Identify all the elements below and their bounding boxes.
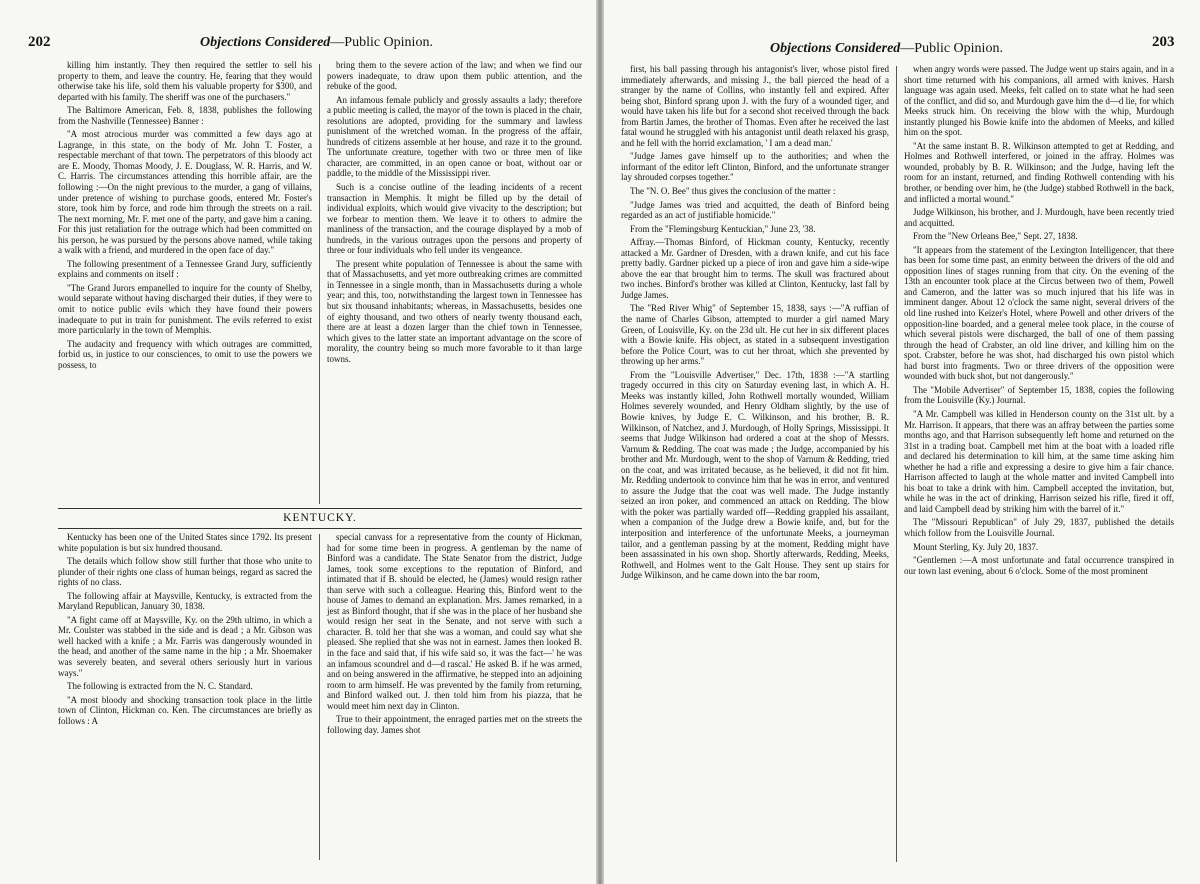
- paragraph: The following affair at Maysville, Kentucky, is extracted from the Maryland Republican, January 30, 1838.: [58, 590, 312, 612]
- left-top-column-2: [327, 60, 582, 506]
- paragraph: Such is a concise outline of the leading incidents of a recent transaction in Memphis. It might be filled up by the detail of individual exploits, which would give vivacity to the description; but we forbear to mention them. We leave it to others to admire the manliness of the transaction, and the courage displayed by a mob of hundreds, in the various outrages upon the persons and property of three or four individuals who fell under its vengeance.: [327, 182, 582, 256]
- paragraph: The "N. O. Bee" thus gives the conclusion of the matter :: [630, 186, 836, 197]
- paragraph: "A fight came off at Maysville, Ky. on the 29th ultimo, in which a Mr. Coulster was stabbed in the side and is dead ; a Mr. Gibson was well hacked with a knife ; a Mr. Farris was dangerously wounded in the head, and another of the same name in the hip ; a Mr. Shoemaker was severely beaten, and several others seriously hurt in various ways.": [58, 614, 312, 678]
- left-top-column-rule: [319, 64, 320, 504]
- paragraph: when angry words were passed. The Judge went up stairs again, and in a short time returned with his companions, all armed with knives. Harsh language was again used. Meeks, felt called on to state what he had seen of the conflict, and did so, and Murdough gave him the d—d lie, for which Meeks struck him. On receiving the blow with the whip, Murdough instantly plunged his Bowie knife into the abdomen of Meeks, and killed him on the spot.: [904, 64, 1175, 138]
- left-section-rule-bottom: [58, 528, 582, 529]
- paragraph: The "Missouri Republican" of July 29, 1837, published the details which follow from the Louisville Journal.: [904, 517, 1174, 538]
- paragraph: first, his ball passing through his antagonist's liver, whose pistol fired immediately afterwards, and missing J., the ball pierced the head of a stranger by the name of Collins, who instantly fell and expired. After being shot, Binford sprang upon J. with the fury of a wounded tiger, and would have taken his life but for a second shot received through the back from Bartin James, the brother of Thomas. Even after he received the last fatal wound he struggled with his antagonist until death relaxed his grasp, and he fell with the horrid exclamation, ' I am a dead man.': [621, 64, 889, 148]
- right-page-number: 203: [1152, 34, 1175, 50]
- right-column-2: [904, 64, 1174, 864]
- paragraph: The "Mobile Advertiser" of September 15, 1838, copies the following from the Louisville (Ky.) Journal.: [904, 384, 1174, 406]
- right-running-title-main: Objections Considered: [770, 41, 901, 56]
- left-running-title-sub: —Public Opinion.: [330, 35, 433, 50]
- right-running-title: [770, 41, 1003, 57]
- paragraph: "At the same instant B. R. Wilkinson attempted to get at Redding, and Holmes and Rothwell interfered, or joined in the affray. Holmes was wounded, probably by B. R. Wilkinson; and the Judge, having left the room for an instant, returned, and finding Rothwell contending with his brother, or bending over him, he (the Judge) stabbed Rothwell in the back, and inflicted a mortal wound.": [904, 140, 1174, 204]
- paragraph: From the "New Orleans Bee," Sept. 27, 1838.: [913, 231, 1078, 242]
- left-bottom-column-1: [58, 532, 312, 862]
- left-page-number: 202: [28, 34, 51, 50]
- paragraph: killing him instantly. They then required the settler to sell his property to them, and leave the country. He, fearing that they would otherwise take his life, sold them his valuable property for $300, and departed with his family. The sheriff was one of the purchasers.": [58, 60, 312, 102]
- paragraph: Judge Wilkinson, his brother, and J. Murdough, have been recently tried and acquitted.: [904, 207, 1174, 228]
- paragraph: "Judge James was tried and acquitted, the death of Binford being regarded as an act of justifiable homicide.": [621, 199, 889, 221]
- right-page: [604, 0, 1200, 884]
- paragraph: The audacity and frequency with which outrages are committed, forbid us, in justice to our consciences, to omit to use the powers we possess, to: [58, 338, 312, 370]
- right-column-1: [621, 64, 889, 864]
- paragraph: The Baltimore American, Feb. 8, 1838, publishes the following from the Nashville (Tennessee) Banner :: [58, 105, 312, 126]
- paragraph: "Gentlemen :—A most unfortunate and fatal occurrence transpired in our town last evening, about 6 o'clock. Some of the most prominent: [904, 555, 1174, 576]
- paragraph: From the "Flemingsburg Kentuckian," June 23, '38.: [630, 223, 816, 234]
- paragraph: Affray.—Thomas Binford, of Hickman county, Kentucky, recently attacked a Mr. Gardner of Dresden, with a drawn knife, and cut his face pretty badly. Gardner picked up a piece of iron and gave him a side-wipe above the ear that brought him to terms. The skull was fractured about two inches. Binford's brother was killed at Clinton, Kentucky, last fall by Judge James.: [621, 237, 889, 300]
- paragraph: "Judge James gave himself up to the authorities; and when the informant of the editor left Clinton, Binford, and the unfortunate stranger lay shrouded corpses together.": [621, 151, 889, 183]
- left-section-rule-top: [58, 508, 582, 509]
- left-page: [0, 0, 596, 884]
- paragraph: "The Grand Jurors empanelled to inquire for the county of Shelby, would separate without having discharged their duties, if they were to omit to notice public evils which they have found their powers inadequate to put in train for punishment. The evils referred to exist more particularly in the town of Memphis.: [58, 282, 312, 336]
- paragraph: The "Red River Whig" of September 15, 1838, says :—"A ruffian of the name of Charles Gibson, attempted to murder a girl named Mary Green, of Louisville, Ky. on the 23d ult. He cut her in six different places with a Bowie knife. His object, as stated in a subsequent investigation before the Police Court, was to cut her throat, which she prevented by throwing up her arms.": [621, 303, 889, 367]
- left-running-head: [0, 34, 596, 54]
- paragraph: An infamous female publicly and grossly assaults a lady; therefore a public meeting is called, the mayor of the town is placed in the chair, resolutions are adopted, providing for the summary and lawless punishment of the wretched woman. In the progress of the affair, hundreds of citizens assemble at her house, and raze it to the ground. The unfortunate creature, together with two or three men of like character, are committed, in an open canoe or boat, without oar or paddle, to the middle of the Mississippi river.: [327, 94, 582, 179]
- paragraph: Kentucky has been one of the United States since 1792. Its present white population is but six hundred thousand.: [58, 532, 312, 553]
- paragraph: special canvass for a representative from the county of Hickman, had for some time been in progress. A gentleman by the name of Binford was a candidate. The State Senator from the district, Judge James, took some exceptions to the reputation of Binford, and intimated that if B. should be elected, he (James) would resign rather than serve with such a colleague. Hearing this, Binford went to the house of James to demand an explanation. Mrs. James remarked, in a jest as Binford thought, that if she was in the place of her husband she would resign her seat in the Senate, and not serve with such a character. B. told her that she was a woman, and could say what she pleased. She replied that she was not in earnest. James then looked B. in the face and said that, if his wife said so, it was the fact—' he was an infamous scoundrel and d—d rascal.' He asked B. if he was armed, and on being answered in the affirmative, he stepped into an adjoining room to arm himself. He was prevented by the family from returning, and Binford walked out. J. then told him from his piazza, that he would meet him next day in Clinton.: [327, 532, 582, 711]
- section-title-kentucky: KENTUCKY.: [283, 512, 357, 524]
- right-running-title-sub: —Public Opinion.: [900, 41, 1003, 56]
- paragraph: From the "Louisville Advertiser," Dec. 17th, 1838 :—"A startling tragedy occurred in this city on Saturday evening last, in which A. H. Meeks was instantly killed, John Rothwell mortally wounded, William Holmes severely wounded, and Henry Oldham slightly, by the use of Bowie knives, by Judge E. C. Wilkinson, and his brother, B. R. Wilkinson, of Natchez, and J. Murdough, of Holly Springs, Mississippi. It seems that Judge Wilkinson had ordered a coat at the shop of Messrs. Varnum & Redding. The coat was made ; the Judge, accompanied by his brother and Mr. Murdough, went to the shop of Varnum & Redding, tried on the coat, and was irritated because, as he believed, it did not fit him. Mr. Redding undertook to convince him that he was in error, and ventured to assure the Judge that the coat was well made. The Judge instantly seized an iron poker, and commenced an attack on Redding. The blow with the poker was partially warded off—Redding grappled his assailant, when a companion of the Judge drew a Bowie knife, and, but for the interposition and interference of the unfortunate Meeks, a journeyman tailor, and a gentleman passing by at the moment, Redding might have been assassinated in his own shop. Shortly afterwards, Redding, Meeks, Rothwell, and Holmes went to the Galt House. They sent up stairs for Judge Wilkinson, and he came down into the bar room,: [621, 369, 889, 581]
- paragraph: The present white population of Tennessee is about the same with that of Massachusetts, and yet more outbreaking crimes are committed in Tennessee in a single month, than in Massachusetts during a whole year; and this, too, notwithstanding the largest town in Tennessee has but six thousand inhabitants; whereas, in Massachusetts, besides one of eighty thousand, and two others of nearly twenty thousand each, there are at least a dozen larger than the chief town in Tennessee, which gives to the latter state an important advantage on the score of morality, the country being so much more favorable to it than large towns.: [327, 258, 582, 364]
- paragraph: Mount Sterling, Ky. July 20, 1837.: [913, 541, 1039, 552]
- left-running-title: [200, 35, 433, 51]
- paragraph: "A most bloody and shocking transaction took place in the little town of Clinton, Hickman co. Ken. The circumstances are briefly as follows : A: [58, 694, 312, 726]
- paragraph: True to their appointment, the enraged parties met on the streets the following day. James shot: [327, 714, 582, 735]
- paragraph: "A most atrocious murder was committed a few days ago at Lagrange, in this state, on the body of Mr. John T. Foster, a respectable merchant of that town. The perpetrators of this bloody act are E. Moody, Thomas Moody, J. E. Douglass, W. R. Harris, and W. C. Harris. The circumstances attending this horrible affair, are the following :—On the night previous to the murder, a gang of villains, under pretence of wishing to purchase goods, entered Mr. Foster's store, took him by force, and rode him through the streets on a rail. The next morning, Mr. F. met one of the party, and gave him a caning. For this just retaliation for the outrage which had been committed on his person, he was pursued by the persons above named, while taking a walk with a friend, and murdered in the open face of day.": [58, 129, 312, 256]
- left-bottom-column-2: [327, 532, 582, 862]
- paragraph: The details which follow show still further that those who unite to plunder of their rights one class of human beings, regard as sacred the rights of no class.: [58, 556, 312, 588]
- right-column-rule: [896, 66, 897, 862]
- right-running-head: [604, 34, 1200, 54]
- paragraph: The following is extracted from the N. C. Standard.: [67, 681, 253, 692]
- paragraph: bring them to the severe action of the law; and when we find our powers inadequate, to draw upon them public attention, and the rebuke of the good.: [327, 60, 582, 92]
- left-bottom-column-rule: [319, 534, 320, 860]
- paragraph: The following presentment of a Tennessee Grand Jury, sufficiently explains and comments on itself :: [58, 258, 312, 280]
- paragraph: "It appears from the statement of the Lexington Intelligencer, that there has been for some time past, an enmity between the drivers of the old and opposition lines of stages running from that city. On the evening of the 13th an encounter took place at the Circus between two of them, Powell and Cameron, and the latter was so much injured that his life was in imminent danger. About 12 o'clock the same night, several drivers of the old line rushed into Keizer's Hotel, where Powell and other drivers of the opposition-line boarded, and a general melee took place, in the course of which several pistols were discharged, the ball of one of them passing through the head of Crabster, an old line driver, and killing him on the spot. Crabster, before he was shot, had discharged his own pistol which had burst into fragments. Two or three drivers of the opposition were wounded with buck shot, but not dangerously.": [904, 244, 1174, 382]
- book-gutter: [596, 0, 604, 884]
- left-top-column-1: [58, 60, 312, 506]
- left-running-title-main: Objections Considered: [200, 35, 331, 50]
- paragraph: "A Mr. Campbell was killed in Henderson county on the 31st ult. by a Mr. Harrison. It appears, that there was an affray between the parties some months ago, and that Harrison subsequently left home and returned on the 31st in a trading boat. Campbell met him at the boat with a loaded rifle and declared his determination to kill him, at the same time asking him whether he had a rifle and expressing a desire to give him a fair chance. Harrison affected to laugh at the whole matter and invited Campbell into his boat to take a drink with him. Campbell accepted the invitation, but, while he was in the act of drinking, Harrison seized his rifle, fired it off, and laid Campbell dead by striking him with the barrel of it.": [904, 408, 1174, 514]
